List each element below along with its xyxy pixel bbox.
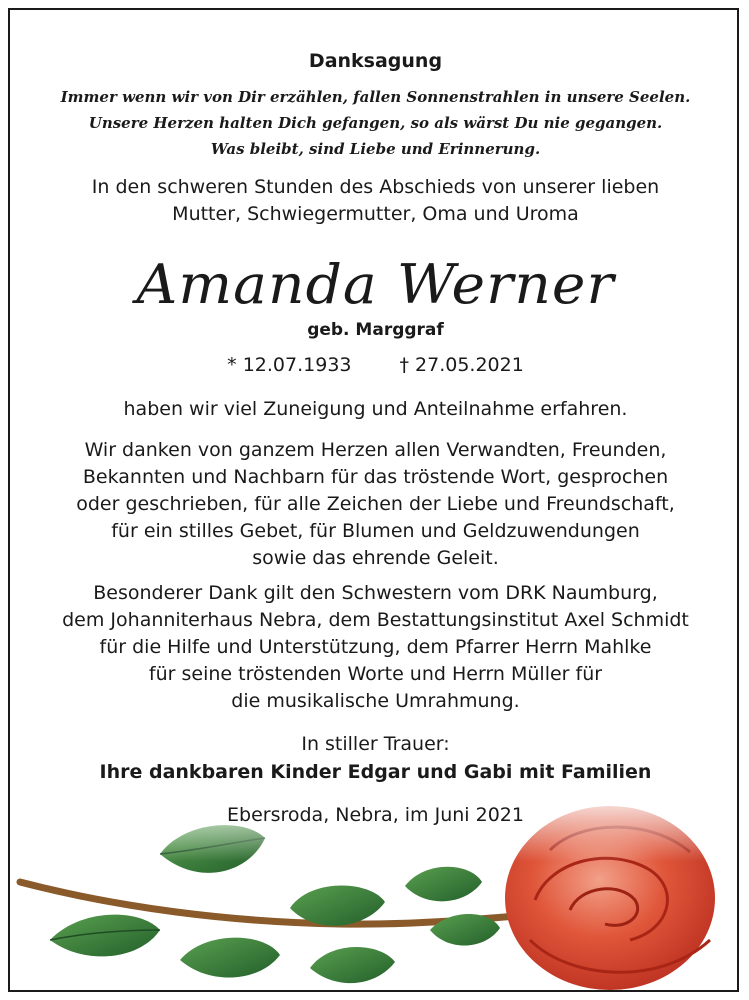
- special-thanks-paragraph: [10, 580, 739, 715]
- motto-verse: [10, 84, 739, 162]
- special-thanks-line: Besonderer Dank gilt den Schwestern vom DRK Naumburg,: [93, 582, 658, 604]
- intro-line: In den schweren Stunden des Abschieds von unserer lieben: [91, 176, 660, 198]
- special-thanks-line: für seine tröstenden Worte und Herrn Müller für: [148, 663, 603, 685]
- special-thanks-line: für die Hilfe und Unterstützung, dem Pfarrer Herrn Mahlke: [99, 636, 652, 658]
- obituary-text: [10, 10, 739, 829]
- intro-line: Mutter, Schwiegermutter, Oma und Uroma: [172, 203, 579, 225]
- intro-text: [10, 174, 739, 228]
- thanks-line: Wir danken von ganzem Herzen allen Verwandten, Freunden,: [84, 439, 667, 461]
- heading: Danksagung: [308, 50, 443, 72]
- received-text: haben wir viel Zuneigung und Anteilnahme erfahren.: [123, 398, 628, 420]
- obituary-card: [8, 8, 739, 992]
- thanks-paragraph: [10, 437, 739, 572]
- thanks-line: Bekannten und Nachbarn für das tröstende Wort, gesprochen: [82, 466, 669, 488]
- birth-date: * 12.07.1933: [227, 354, 352, 376]
- place-date: Ebersroda, Nebra, im Juni 2021: [227, 804, 524, 826]
- thanks-line: oder geschrieben, für alle Zeichen der Liebe und Freundschaft,: [76, 493, 675, 515]
- thanks-line: für ein stilles Gebet, für Blumen und Geldzuwendungen: [111, 520, 640, 542]
- maiden-name: geb. Marggraf: [307, 320, 444, 340]
- special-thanks-line: die musikalische Umrahmung.: [231, 690, 520, 712]
- family-signature: Ihre dankbaren Kinder Edgar und Gabi mit Familien: [99, 761, 652, 783]
- death-date: † 27.05.2021: [399, 354, 524, 376]
- special-thanks-line: dem Johanniterhaus Nebra, dem Bestattungsinstitut Axel Schmidt: [62, 609, 689, 631]
- motto-line: Immer wenn wir von Dir erzählen, fallen Sonnenstrahlen in unsere Seelen.: [60, 88, 691, 106]
- motto-line: Unsere Herzen halten Dich gefangen, so als wärst Du nie gegangen.: [88, 114, 663, 132]
- life-dates: [10, 352, 739, 378]
- thanks-line: sowie das ehrende Geleit.: [252, 547, 499, 569]
- motto-line: Was bleibt, sind Liebe und Erinnerung.: [210, 140, 541, 158]
- mourning-label: In stiller Trauer:: [301, 733, 450, 755]
- deceased-name: Amanda Werner: [136, 253, 615, 316]
